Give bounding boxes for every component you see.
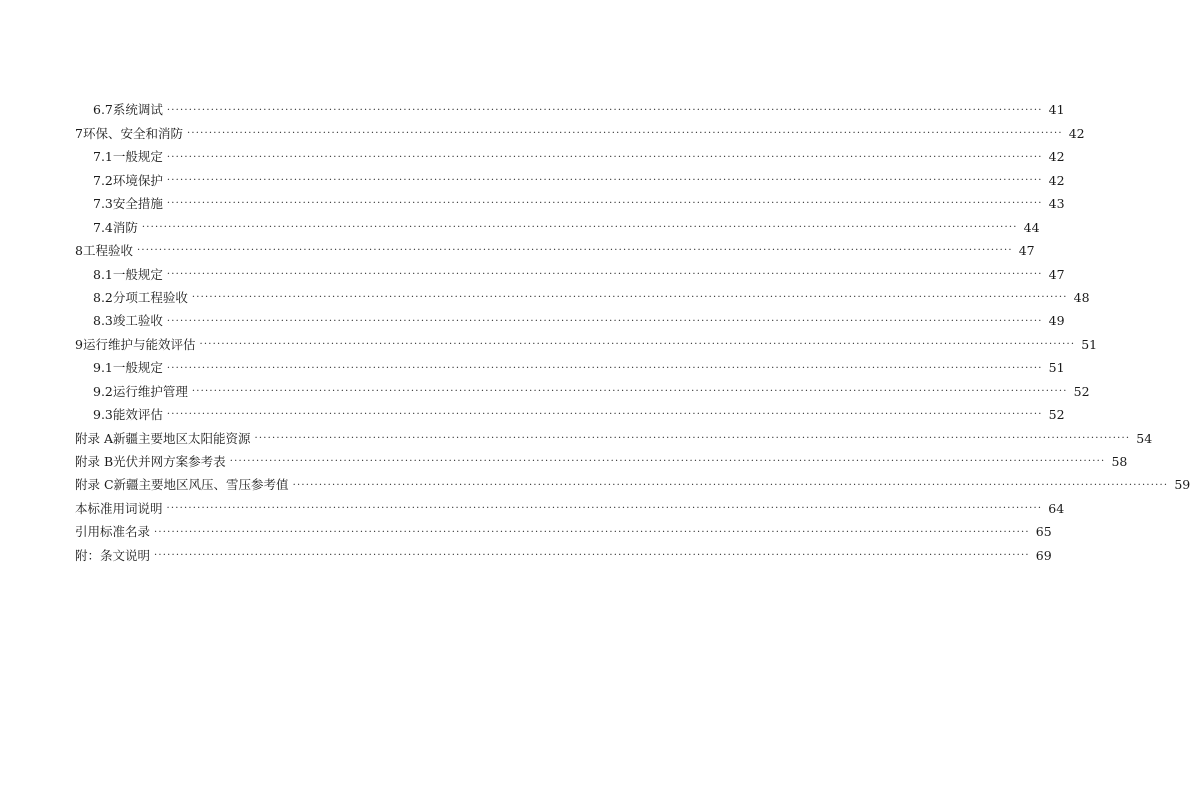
toc-dot-leader: ········································································································································································································ — [199, 339, 1076, 351]
toc-entry-title: 竣工验收 — [112, 313, 163, 329]
toc-entry-page: 47 — [1048, 266, 1065, 282]
toc-dot-leader: ········································································································································································································ — [154, 526, 1030, 538]
toc-entry[interactable] — [0, 451, 1128, 474]
toc-dot-leader: ········································································································································································································ — [166, 175, 1043, 187]
toc-entry-title: 光伏并网方案参考表 — [113, 454, 226, 470]
toc-entry-title: 附：条文说明 — [75, 547, 151, 563]
toc-entry-number: 6.7 — [93, 102, 113, 118]
toc-entry-number: 8.3 — [93, 313, 113, 329]
toc-entry[interactable] — [0, 193, 1065, 216]
toc-entry[interactable] — [0, 146, 1065, 169]
toc-dot-leader: ········································································································································································································ — [136, 245, 1013, 257]
toc-entry-page: 58 — [1111, 454, 1128, 470]
toc-dot-leader: ········································································································································································································ — [191, 292, 1068, 304]
toc-entry[interactable] — [0, 544, 1052, 567]
toc-entry-title: 消防 — [112, 219, 138, 235]
toc-entry-title: 运行维护与能效评估 — [82, 336, 196, 352]
toc-entry[interactable] — [0, 333, 1098, 356]
toc-entry-title: 工程验收 — [82, 243, 133, 259]
toc-entry-number: 附录 A — [75, 430, 114, 446]
toc-entry-title: 一般规定 — [112, 266, 163, 282]
toc-entry[interactable] — [0, 474, 1190, 497]
toc-dot-leader: ········································································································································································································ — [166, 409, 1043, 421]
toc-entry-page: 42 — [1048, 172, 1065, 188]
toc-entry[interactable] — [0, 287, 1090, 310]
toc-entry-page: 52 — [1048, 407, 1065, 423]
toc-entry-title: 本标准用词说明 — [75, 500, 163, 516]
toc-entry-number: 9.1 — [93, 360, 113, 376]
toc-entry[interactable] — [0, 310, 1065, 333]
toc-entry-page: 51 — [1048, 360, 1065, 376]
toc-entry-title: 环境保护 — [112, 172, 163, 188]
toc-dot-leader: ········································································································································································································ — [166, 315, 1043, 327]
toc-entry[interactable] — [0, 99, 1065, 122]
toc-dot-leader: ········································································································································································································ — [154, 550, 1030, 562]
toc-entry-number: 附录 C — [75, 477, 114, 493]
toc-entry-title: 环保、安全和消防 — [82, 125, 183, 141]
toc-entry[interactable] — [0, 263, 1065, 286]
toc-entry-number: 7.1 — [93, 149, 113, 165]
toc-entry-title: 一般规定 — [112, 149, 163, 165]
toc-dot-leader: ········································································································································································································ — [141, 221, 1018, 233]
toc-entry-page: 47 — [1018, 243, 1035, 259]
toc-entry-number: 7.2 — [93, 172, 113, 188]
toc-dot-leader: ········································································································································································································ — [166, 151, 1043, 163]
toc-entry-page: 65 — [1035, 524, 1052, 540]
toc-entry[interactable] — [0, 497, 1065, 520]
toc-entry-title: 安全措施 — [112, 196, 163, 212]
toc-entry-page: 64 — [1048, 500, 1065, 516]
toc-entry-page: 42 — [1068, 125, 1085, 141]
toc-dot-leader: ········································································································································································································ — [166, 503, 1043, 515]
toc-entry-title: 运行维护管理 — [112, 383, 188, 399]
toc-dot-leader: ········································································································································································································ — [166, 362, 1043, 374]
toc-entry-number: 7.4 — [93, 219, 113, 235]
toc-entry-title: 一般规定 — [112, 360, 163, 376]
toc-entry-number: 8.2 — [93, 289, 113, 305]
toc-entry-title: 系统调试 — [112, 102, 163, 118]
toc-entry-page: 44 — [1023, 219, 1040, 235]
toc-entry-page: 54 — [1136, 430, 1153, 446]
toc-dot-leader: ········································································································································································································ — [186, 128, 1063, 140]
toc-entry[interactable] — [0, 122, 1085, 145]
toc-entry-number: 9 — [75, 336, 83, 352]
toc-entry-page: 41 — [1048, 102, 1065, 118]
toc-entry-title: 分项工程验收 — [112, 289, 188, 305]
toc-entry-number: 7.3 — [93, 196, 113, 212]
toc-entry-number: 7 — [75, 125, 83, 141]
toc-entry-page: 51 — [1081, 336, 1098, 352]
toc-entry-title: 新疆主要地区太阳能资源 — [113, 430, 251, 446]
toc-entry[interactable] — [0, 357, 1065, 380]
toc-entry-number: 9.3 — [93, 407, 113, 423]
toc-entry-page: 52 — [1073, 383, 1090, 399]
toc-entry-title: 引用标准名录 — [75, 524, 151, 540]
toc-dot-leader: ········································································································································································································ — [166, 104, 1043, 116]
toc-dot-leader: ········································································································································································································ — [191, 385, 1068, 397]
toc-entry-number: 9.2 — [93, 383, 113, 399]
toc-dot-leader: ········································································································································································································ — [254, 432, 1131, 444]
toc-dot-leader: ········································································································································································································ — [166, 268, 1043, 280]
toc-entry[interactable] — [0, 521, 1052, 544]
toc-entry-page: 43 — [1048, 196, 1065, 212]
toc-entry-page: 42 — [1048, 149, 1065, 165]
toc-dot-leader: ········································································································································································································ — [292, 479, 1169, 491]
toc-entry-page: 48 — [1073, 289, 1090, 305]
toc-entry[interactable] — [0, 380, 1090, 403]
toc-entry[interactable] — [0, 404, 1065, 427]
toc-dot-leader: ········································································································································································································ — [229, 456, 1106, 468]
toc-entry[interactable] — [0, 216, 1040, 239]
toc-entry[interactable] — [0, 240, 1035, 263]
toc-entry-title: 能效评估 — [112, 407, 163, 423]
toc-entry-title: 新疆主要地区风压、雪压参考值 — [113, 477, 289, 493]
toc-entry[interactable] — [0, 427, 1153, 450]
toc-entry-number: 8 — [75, 243, 83, 259]
toc-entry-page: 69 — [1035, 547, 1052, 563]
toc-entry-number: 附录 B — [75, 454, 114, 470]
toc-dot-leader: ········································································································································································································ — [166, 198, 1043, 210]
table-of-contents — [0, 99, 1190, 568]
toc-entry-number: 8.1 — [93, 266, 113, 282]
toc-entry-page: 49 — [1048, 313, 1065, 329]
toc-entry[interactable] — [0, 169, 1065, 192]
toc-entry-page: 59 — [1174, 477, 1190, 493]
